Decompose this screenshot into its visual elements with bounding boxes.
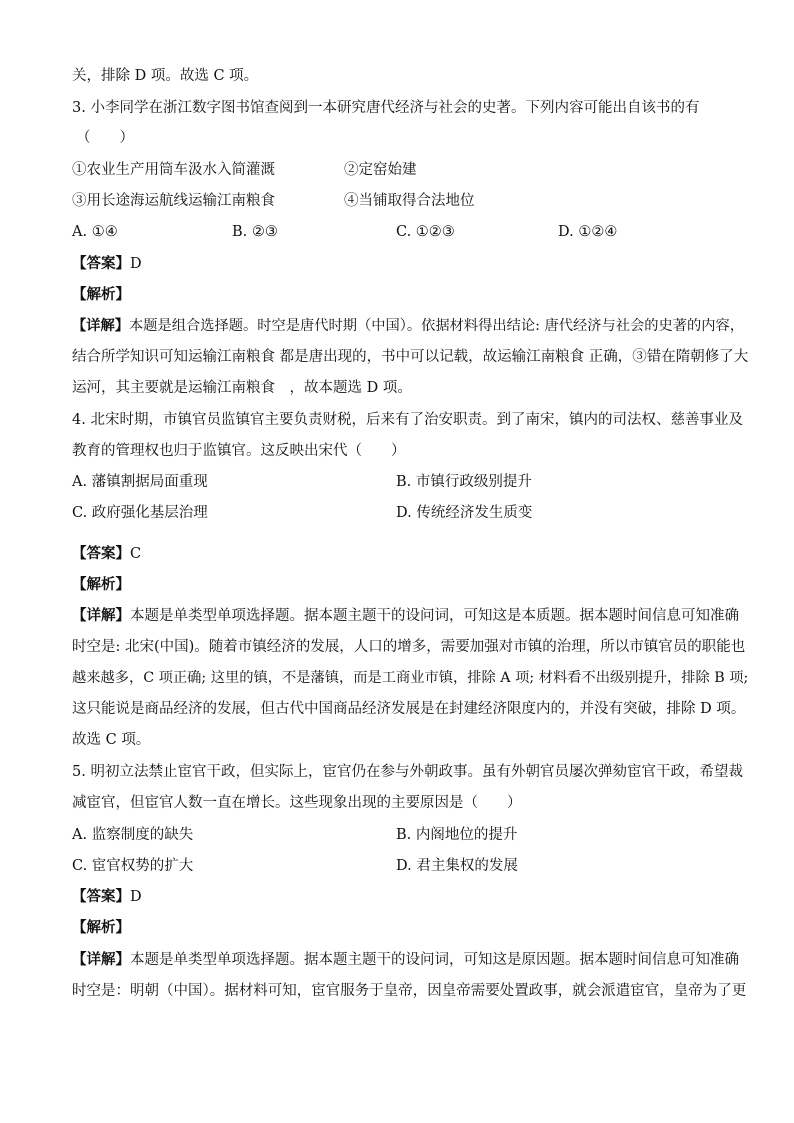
question-5-option-a: A. 监察制度的缺失 — [72, 827, 194, 843]
question-5-stem-2: 减宦官，但宦官人数一直在增长。这些现象出现的主要原因是（ ） — [72, 795, 522, 811]
answer-tag: 【答案】 — [72, 546, 130, 562]
question-3-bracket: （ ） — [76, 130, 134, 146]
question-3-answer — [72, 254, 142, 274]
question-3-item-1: ①农业生产用筒车汲水入简灌溉 — [72, 162, 275, 178]
question-5-answer — [72, 887, 142, 907]
question-5-stem: 5. 明初立法禁止宦官干政，但实际上，宦官仍在参与外朝政事。虽有外朝官员屡次弹劾宦官干政，希望裁 — [72, 764, 743, 780]
question-4-stem-2: 教育的管理权也归于监镇官。这反映出宋代（ ） — [72, 443, 406, 459]
question-3-option-c: C. ①②③ — [396, 224, 455, 240]
analysis-tag: 【解析】 — [72, 287, 130, 303]
detail-tag: 【详解】 — [72, 608, 130, 624]
question-5-analysis-tag — [72, 918, 130, 938]
question-3-option-d: D. ①②④ — [558, 224, 618, 240]
answer-tag: 【答案】 — [72, 889, 130, 905]
question-3-stem: 3. 小李同学在浙江数字图书馆查阅到一本研究唐代经济与社会的史著。下列内容可能出自该书的有 — [72, 100, 700, 116]
question-4-detail-1 — [72, 606, 739, 626]
question-4-option-c: C. 政府强化基层治理 — [72, 505, 208, 521]
question-3-item-3: ③用长途海运航线运输江南粮食 — [72, 193, 275, 209]
question-5-option-d: D. 君主集权的发展 — [396, 858, 518, 874]
question-4-stem: 4. 北宋时期，市镇官员监镇官主要负责财税，后来有了治安职责。到了南宋，镇内的司法权、慈善事业及 — [72, 412, 743, 428]
question-3-detail-1 — [72, 316, 744, 336]
question-5-option-b: B. 内阁地位的提升 — [396, 827, 518, 843]
question-3-item-2: ②定窑始建 — [344, 162, 417, 178]
answer-tag: 【答案】 — [72, 256, 130, 272]
answer-value: D — [130, 256, 142, 272]
detail-tag: 【详解】 — [72, 318, 130, 334]
detail-text: 本题是单类型单项选择题。据本题主题干的设问词，可知这是本质题。据本题时间信息可知准确 — [130, 608, 739, 624]
detail-text: 本题是组合选择题。时空是唐代时期（中国）。依据材料得出结论: 唐代经济与社会的史著的内容， — [129, 318, 744, 334]
question-4-option-a: A. 藩镇割据局面重现 — [72, 474, 208, 490]
question-5-detail-1 — [72, 950, 739, 970]
question-4-detail-3: 越来越多，C 项正确; 这里的镇，不是藩镇，而是工商业市镇，排除 A 项; 材料看不出级别提升，排除 B 项; — [72, 670, 749, 686]
question-3-detail-3: 运河，其主要就是运输江南粮食 ，故本题选 D 项。 — [72, 380, 412, 396]
question-4-detail-2: 时空是: 北宋(中国)。随着市镇经济的发展，人口的增多，需要加强对市镇的治理，所以市镇官员的职能也 — [72, 639, 746, 655]
question-5-detail-2: 时空是：明朝（中国）。据材料可知，宦官服务于皇帝，因皇帝需要处置政事，就会派遣宦官，皇帝为了更 — [72, 983, 747, 999]
question-5-option-c: C. 宦官权势的扩大 — [72, 858, 194, 874]
question-4-analysis-tag — [72, 575, 130, 595]
question-4-detail-4: 这只能说是商品经济的发展，但古代中国商品经济发展是在封建经济限度内的，并没有突破，排除 D 项。 — [72, 701, 746, 717]
question-4-detail-5: 故选 C 项。 — [72, 732, 151, 748]
paragraph-carryover: 关，排除 D 项。故选 C 项。 — [72, 68, 259, 84]
question-4-answer — [72, 544, 141, 564]
question-3-option-b: B. ②③ — [232, 224, 278, 240]
answer-value: D — [130, 889, 142, 905]
detail-text: 本题是单类型单项选择题。据本题主题干的设问词，可知这是原因题。据本题时间信息可知准确 — [130, 952, 739, 968]
analysis-tag: 【解析】 — [72, 920, 130, 936]
analysis-tag: 【解析】 — [72, 577, 130, 593]
question-3-option-a: A. ①④ — [72, 224, 118, 240]
question-3-item-4: ④当铺取得合法地位 — [344, 193, 475, 209]
question-3-analysis-tag — [72, 285, 130, 305]
question-3-detail-2: 结合所学知识可知运输江南粮食 都是唐出现的，书中可以记载，故运输江南粮食 正确，③错在隋朝修了大 — [72, 349, 749, 365]
question-4-option-d: D. 传统经济发生质变 — [396, 505, 533, 521]
answer-value: C — [130, 546, 142, 562]
detail-tag: 【详解】 — [72, 952, 130, 968]
question-4-option-b: B. 市镇行政级别提升 — [396, 474, 532, 490]
